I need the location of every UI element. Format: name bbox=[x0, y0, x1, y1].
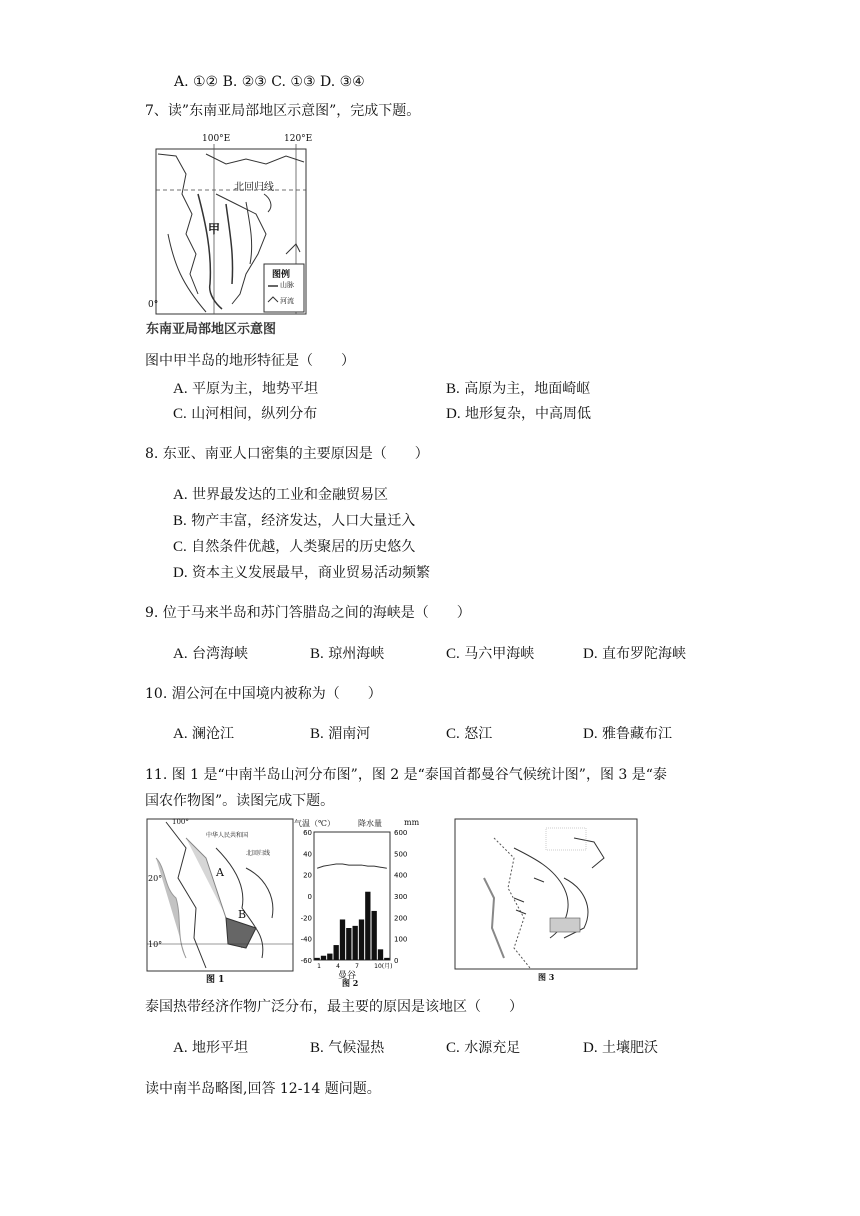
rain-bar-10 bbox=[372, 911, 377, 960]
rain-bar-5 bbox=[340, 919, 345, 960]
temp-tick-label: 60 bbox=[303, 829, 312, 837]
q11-option-a: A. 地形平坦 bbox=[173, 1040, 249, 1056]
rain-tick-label: 300 bbox=[394, 893, 408, 901]
fig1-china-label: 中华人民共和国 bbox=[206, 832, 249, 839]
rain-bar-9 bbox=[365, 892, 370, 960]
fig2-city-label: 曼谷 bbox=[338, 971, 357, 981]
q10-option-c: C. 怒江 bbox=[446, 726, 493, 742]
q9-option-c: C. 马六甲海峡 bbox=[446, 646, 535, 662]
fig2-rain-label: 降水量 bbox=[358, 819, 382, 828]
q6-options-line: A. ①② B. ②③ C. ①③ D. ③④ bbox=[174, 74, 365, 90]
q10-option-d: D. 雅鲁藏布江 bbox=[583, 726, 673, 742]
q11-stem-line2: 国农作物图”。读图完成下题。 bbox=[145, 793, 335, 809]
q11-option-c: C. 水源充足 bbox=[446, 1040, 521, 1056]
rain-bar-2 bbox=[321, 956, 326, 960]
q11-fig3 bbox=[454, 818, 638, 986]
map-tropic-label: 北回归线 bbox=[234, 182, 274, 193]
legend-river: 河流 bbox=[280, 297, 294, 305]
climate-chart bbox=[294, 818, 440, 978]
legend-title: 图例 bbox=[272, 270, 291, 280]
q7-option-c: C. 山河相间，纵列分布 bbox=[173, 406, 318, 422]
indochina-relief-map bbox=[146, 818, 294, 974]
rain-tick-label: 0 bbox=[394, 957, 399, 965]
q8-option-b: B. 物产丰富，经济发达，人口大量迁入 bbox=[173, 513, 416, 529]
map-caption: 东南亚局部地区示意图 bbox=[146, 322, 277, 337]
q10-stem: 10. 湄公河在中国境内被称为（ ） bbox=[145, 686, 382, 702]
q8-stem: 8. 东亚、南亚人口密集的主要原因是（ ） bbox=[145, 446, 429, 462]
fig1-lat10: 10° bbox=[148, 940, 163, 949]
fig1-lon100: 100° bbox=[172, 818, 189, 826]
rain-tick-label: 400 bbox=[394, 871, 408, 880]
q7-option-a: A. 平原为主，地势平坦 bbox=[173, 381, 319, 397]
fig1-label-b: B bbox=[238, 908, 247, 921]
q10-option-b: B. 湄南河 bbox=[310, 726, 371, 742]
rain-bar-7 bbox=[353, 926, 358, 960]
q9-option-d: D. 直布罗陀海峡 bbox=[583, 646, 687, 662]
temp-tick-label: 40 bbox=[303, 850, 312, 859]
rain-tick-label: 100 bbox=[394, 935, 408, 944]
q7-map-figure bbox=[146, 134, 312, 336]
rain-bar-3 bbox=[327, 954, 332, 960]
temp-tick-label: -20 bbox=[300, 914, 312, 923]
fig1-label-a: A bbox=[216, 866, 224, 879]
rain-bar-1 bbox=[315, 958, 320, 960]
rain-bar-4 bbox=[334, 945, 339, 960]
rain-tick-label: 500 bbox=[394, 850, 408, 859]
q9-option-b: B. 琼州海峡 bbox=[310, 646, 385, 662]
q7-stem: 图中甲半岛的地形特征是（ ） bbox=[145, 353, 355, 369]
thailand-crops-map bbox=[454, 818, 638, 970]
temp-tick-label: 0 bbox=[307, 893, 312, 901]
q8-option-a: A. 世界最发达的工业和金融贸易区 bbox=[173, 487, 389, 503]
fig1-caption: 图 1 bbox=[206, 975, 225, 985]
rain-bar-11 bbox=[378, 949, 383, 960]
month-tick-label: 7 bbox=[355, 963, 359, 970]
fig2-temp-label: 气温（℃） bbox=[294, 819, 335, 828]
month-tick-label: 4 bbox=[336, 963, 340, 970]
fig2-caption: 图 2 bbox=[342, 978, 359, 988]
q8-option-c: C. 自然条件优越，人类聚居的历史悠久 bbox=[173, 539, 416, 555]
q10-option-a: A. 澜沧江 bbox=[173, 726, 235, 742]
q9-option-a: A. 台湾海峡 bbox=[173, 646, 249, 662]
month-tick-label: 1 bbox=[317, 963, 321, 970]
fig1-lat20: 20° bbox=[148, 874, 163, 883]
map-lon-100: 100°E bbox=[202, 134, 231, 144]
legend-mountain: 山脉 bbox=[280, 281, 294, 289]
map-equator-label: 0° bbox=[148, 300, 159, 310]
q11-fig1 bbox=[146, 818, 294, 986]
map-jia-label: 甲 bbox=[208, 222, 221, 236]
q7-option-b: B. 高原为主，地面崎岖 bbox=[446, 381, 591, 397]
month-tick-label: 10(月) bbox=[374, 963, 393, 970]
fig2-rain-unit: mm bbox=[404, 818, 420, 827]
fig1-tropic-label: 北回归线 bbox=[246, 850, 271, 857]
q8-option-d: D. 资本主义发展最早，商业贸易活动频繁 bbox=[173, 565, 431, 581]
q7-title: 7、读”东南亚局部地区示意图”，完成下题。 bbox=[145, 103, 421, 119]
q11-stem-line1: 11. 图 1 是“中南半岛山河分布图”，图 2 是“泰国首都曼谷气候统计图”，图 3 是“泰 bbox=[145, 767, 667, 783]
fig3-caption: 图 3 bbox=[538, 972, 555, 982]
q7-option-d: D. 地形复杂，中高周低 bbox=[446, 406, 592, 422]
map-lon-120: 120°E bbox=[284, 134, 313, 144]
q11-fig2 bbox=[294, 818, 440, 986]
temp-tick-label: 20 bbox=[303, 871, 312, 880]
q12-intro: 读中南半岛略图,回答 12-14 题问题。 bbox=[145, 1081, 381, 1097]
temp-tick-label: -60 bbox=[300, 957, 312, 965]
q11-option-d: D. 土壤肥沃 bbox=[583, 1040, 659, 1056]
rain-bar-6 bbox=[346, 928, 351, 960]
q11-question: 泰国热带经济作物广泛分布，最主要的原因是该地区（ ） bbox=[145, 999, 523, 1015]
temp-tick-label: -40 bbox=[300, 935, 312, 944]
rain-tick-label: 200 bbox=[394, 914, 408, 923]
rain-bar-8 bbox=[359, 919, 364, 960]
rain-bar-12 bbox=[384, 958, 389, 960]
q9-stem: 9. 位于马来半岛和苏门答腊岛之间的海峡是（ ） bbox=[145, 605, 471, 621]
rain-tick-label: 600 bbox=[394, 829, 408, 837]
q11-option-b: B. 气候湿热 bbox=[310, 1040, 385, 1056]
temperature-line bbox=[317, 864, 387, 868]
